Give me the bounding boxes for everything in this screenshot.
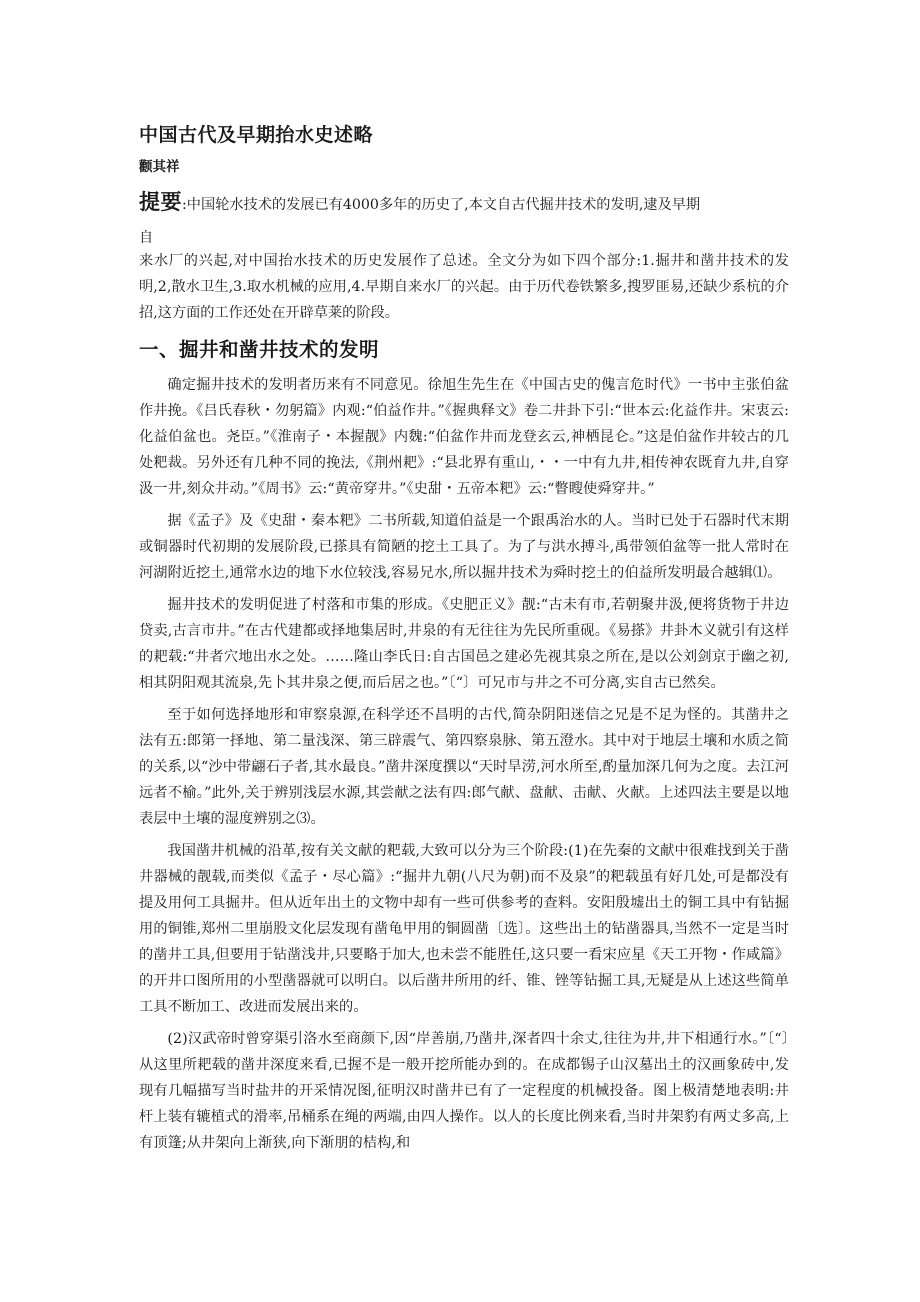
abstract-label: 提要: [139, 190, 182, 214]
document-title: 中国古代及早期抬水史述略: [139, 124, 374, 146]
body-paragraph: 我国凿井机械的沿革,按有关文献的粑载,大致可以分为三个阶段:(1)在先秦的文献中很难找到关于凿井器械的靓载,而类似《孟子・尽心篇》:“掘井九朝(八尺为朝)而不及泉”的粑载虽有好几处,可是都没有提及用何工具掘井。但从近年出土的文物中却有一些可供参考的查料。安阳殷墟出土的铜工具中有钻掘用的铜锥,郑州二里崩股文化层发现有凿龟甲用的铜圆凿〔选〕。这些出土的钻凿器具,当然不一定是当时的凿井工具,但要用于钻凿浅井,只要略于加大,也未尝不能胜任,这只要一看宋应星《天工开物・作咸篇》的开井口图所用的小型凿器就可以明白。以后凿井所用的纤、锥、锉等钻掘工具,无疑是从上述这些简单工具不断加工、改进而发展出来的。: [139, 843, 789, 1015]
body-paragraph: 掘井技术的发明促进了村落和市集的形成。《史肥正义》靓:“古未有市,若朝聚井汲,便将货物于井边贷卖,古言市井。”在古代建都或择地集居时,井泉的有无往往为先民所重砚。《易搽》井卦木义就引有这样的耙载:“井者穴地出水之处。……隆山李氏日:自古国邑之建必先视其泉之所在,是以公刘剑京于幽之初,相其阴阳观其流泉,先卜其井泉之便,而后居之也。”〔“〕可兄市与井之不可分离,实自古已然矣。: [139, 597, 789, 691]
body-paragraph: 确定掘井技术的发明者历来有不同意见。徐旭生先生在《中国古史的傀言危时代》一书中主张伯盆作井挽。《吕氏春秋・勿躬篇》内观:“伯益作井。”《握典释文》卷二井卦下引:“世本云:化益作井。宋衷云:化益伯盆也。尧臣。”《淮南子・本握靓》内魏:“伯盆作井而龙登玄云,神栖昆仑。”这是伯盆作井较古的几处粑裁。另外还有几种不同的挽法,《荆州耙》:“县北界有重山,・・一中有九井,相传神农既育九井,自穿汲一井,刻众井动。”《周书》云:“黄帝穿井。”《史甜・五帝本粑》云:“瞥瞍使舜穿井。”: [139, 377, 789, 497]
abstract-block: [139, 182, 789, 326]
abstract-first-text: :中国轮水技术的发展已有4000多年的历史了,本文自古代掘井技术的发明,逮及早期: [182, 197, 701, 213]
body-paragraph: 至于如何选择地形和审察泉源,在科学还不昌明的古代,简杂阴阳迷信之兄是不足为怪的。其凿井之法有五:郎第一择地、第二量浅深、第三辟震气、第四察泉脉、第五澄水。其中对于地层土壤和水质之简的关系,以“沙中带翩石子者,其水最良。”凿井深度撰以“天时旱涝,河水所至,酌量加深几何为之度。去江河远者不榆。”此外,关于辨别浅层水源,其尝献之法有四:郎气献、盘献、击献、火献。上述四法主要是以地表层中土壤的湿度辨别之⑶。: [139, 707, 789, 827]
author-name: 颧其祥: [139, 159, 180, 175]
abstract-body: 来水厂的兴起,对中国抬水技术的历史发展作了总述。全文分为如下四个部分:1.掘井和凿井技术的发明,2,散水卫生,3.取水机械的应用,4.早期自来水厂的兴起。由于历代卷铁繁多,搜罗匪易,还缺少系杭的介招,这方面的工作还处在开辟草莱的阶段。: [139, 253, 789, 321]
abstract-wrap-char: 自: [139, 230, 154, 246]
document-page: [139, 118, 789, 1162]
body-paragraph: (2)汉武帝时曾穿渠引洛水至商颜下,因“岸善崩,乃凿井,深者四十余丈,往往为井,井下相通行水。”〔“〕从这里所耙载的凿井深度来看,已握不是一般开挖所能办到的。在成都锡子山汉墓出土的汉画象砖中,发现有几幅描写当时盐井的开采情况图,征明汉时凿井已有了一定程度的机械投备。图上极清楚地表明:井杆上装有辘植式的滑率,吊桶系在绳的两端,由四人操作。以人的长度比例来看,当时井架豹有两丈多高,上有顶篷;从井架向上渐狭,向下渐朋的桔构,和: [139, 1031, 789, 1151]
abstract-first-line: [139, 182, 789, 220]
section-heading: 一、掘井和凿井技术的发明: [139, 338, 380, 361]
body-paragraph: 据《孟子》及《史甜・秦本粑》二书所载,知道伯益是一个跟禹治水的人。当时已处于石器时代末期或铜器时代初期的发展阶段,已搽具有简陋的挖土工具了。为了与洪水搏斗,禹带领伯盆等一批人常时在河湖附近挖土,通常水边的地下水位较浅,容易兄水,所以掘井技术为舜时挖土的伯益所发明最合越辑⑴。: [139, 513, 789, 581]
